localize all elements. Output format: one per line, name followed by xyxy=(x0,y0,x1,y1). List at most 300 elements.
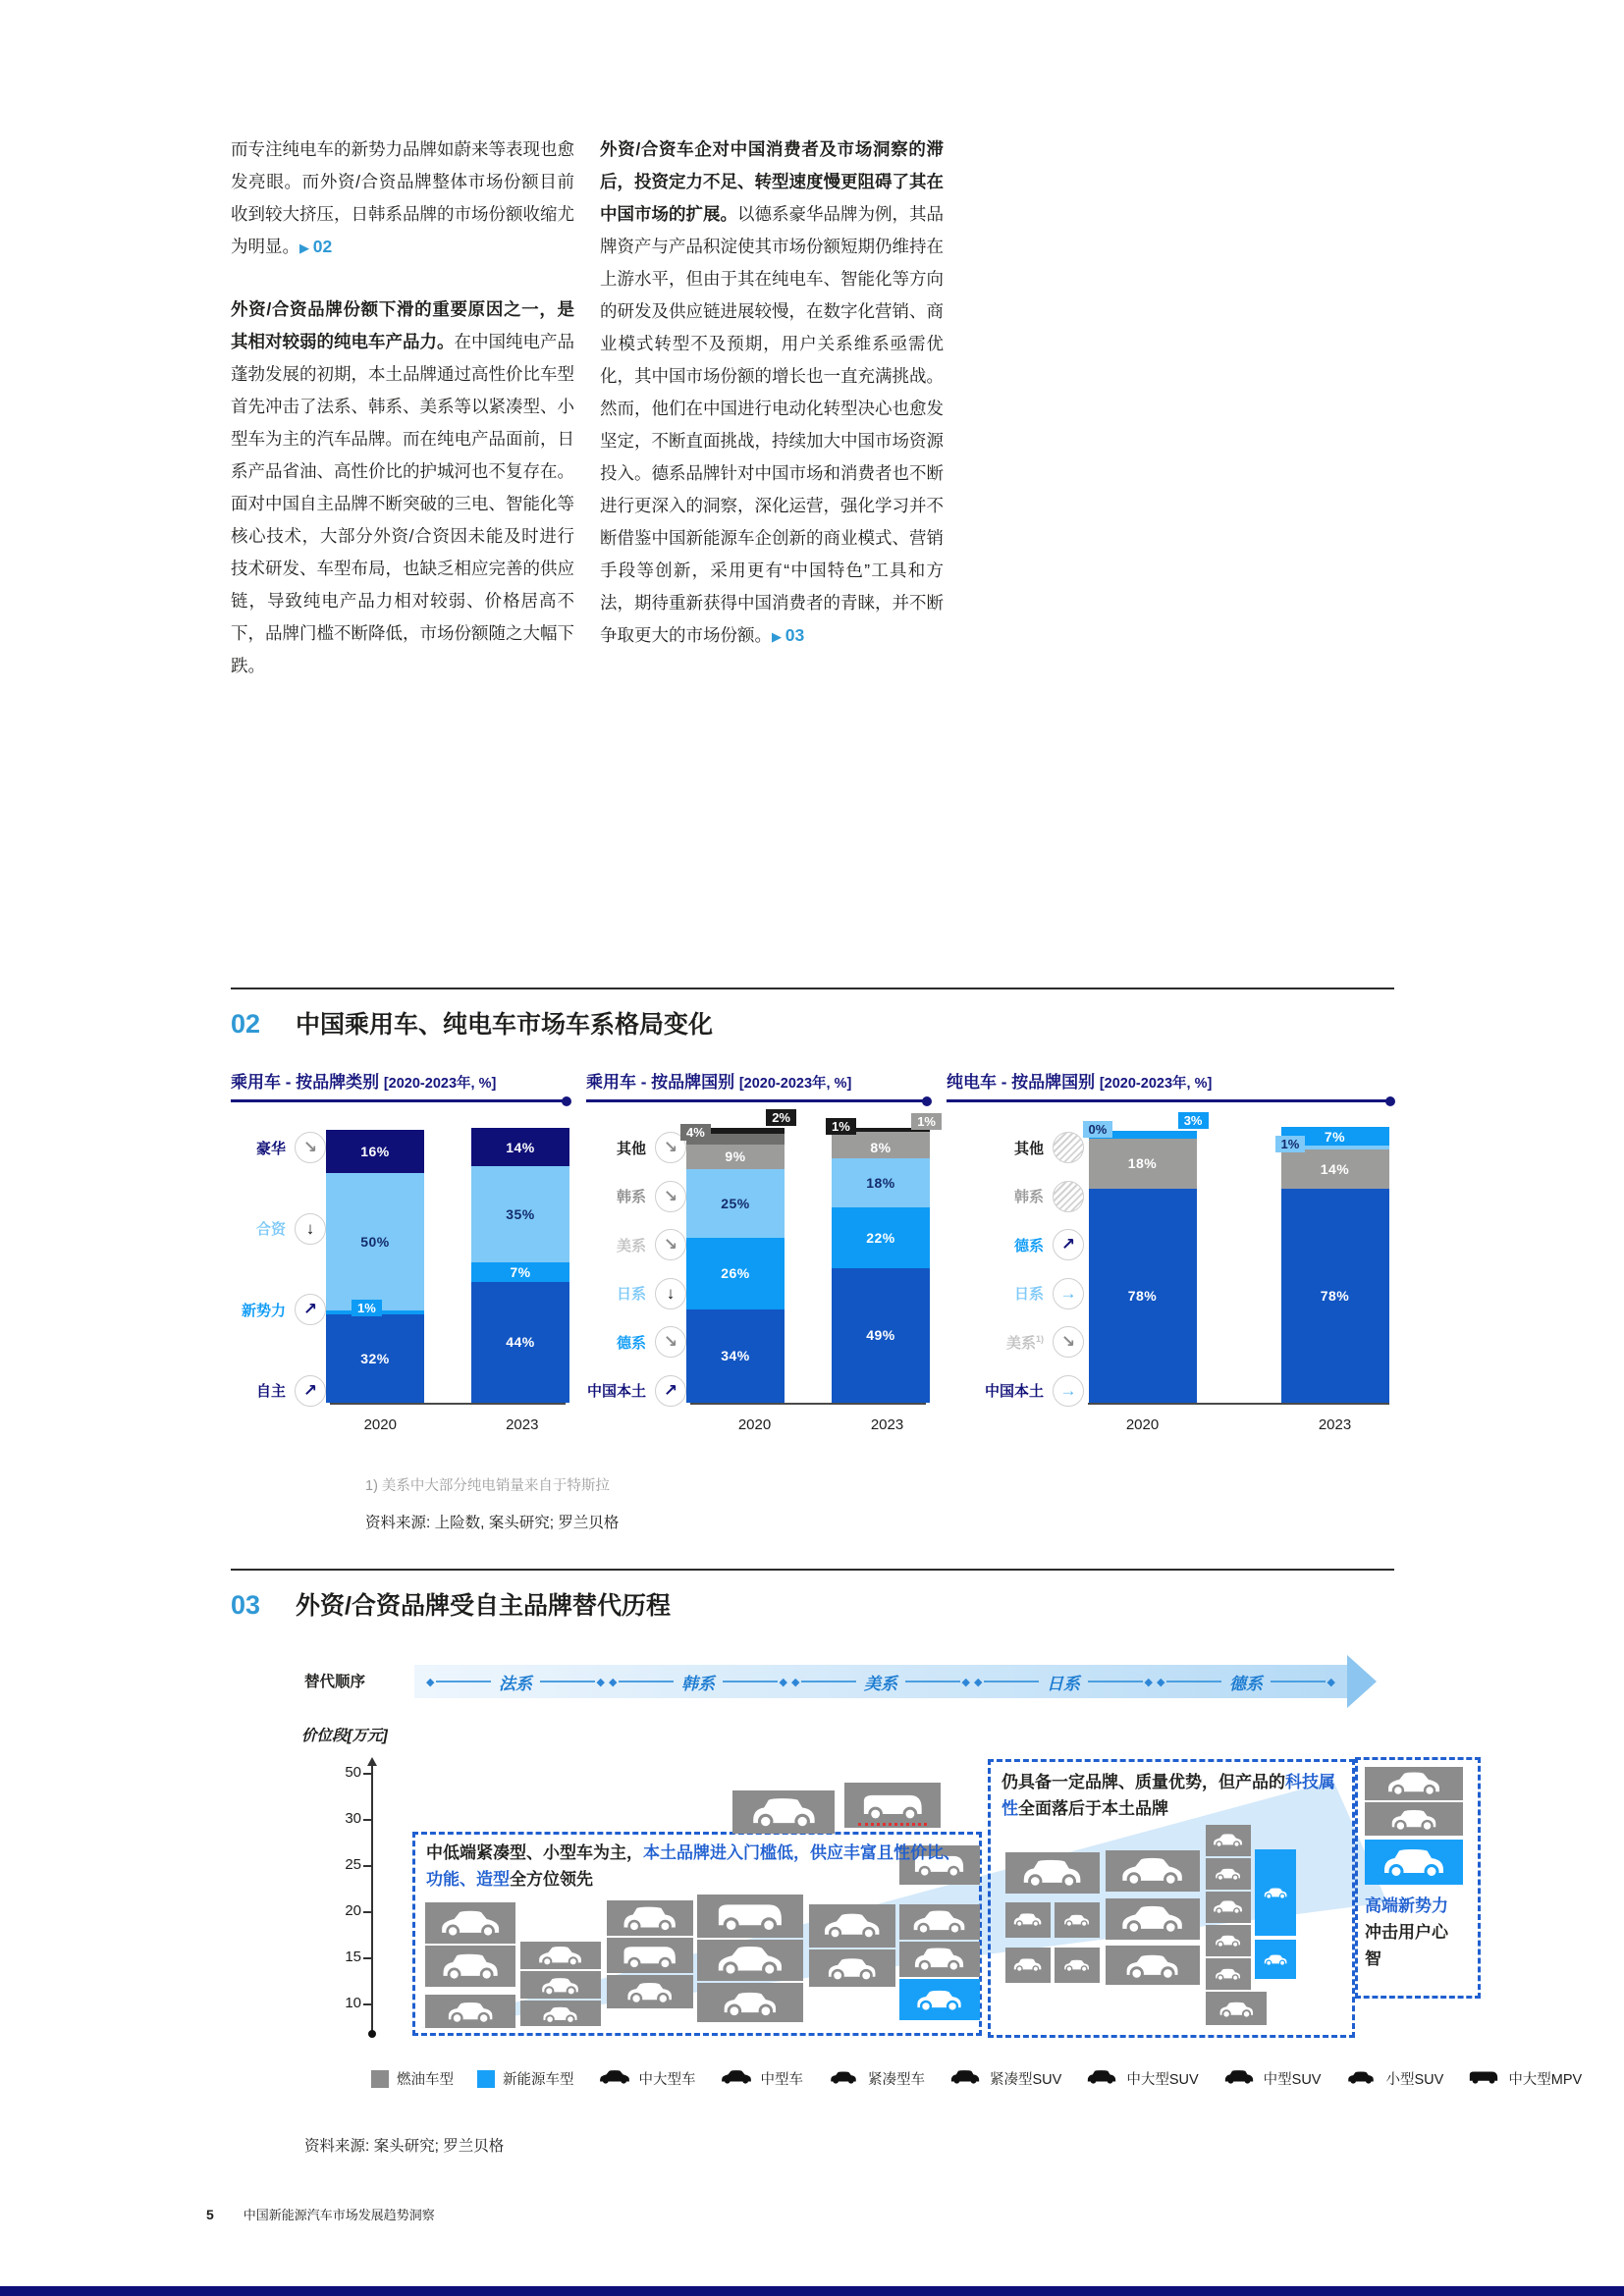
vehicle-sedan-icon xyxy=(1118,1855,1186,1887)
segment-value: 16% xyxy=(360,1144,390,1159)
trend-r-icon: → xyxy=(1053,1278,1084,1309)
vehicle-sedan-icon xyxy=(712,1944,788,1977)
segment-value: 32% xyxy=(360,1351,390,1367)
ice-model-tile xyxy=(1005,1902,1051,1938)
panel-body xyxy=(586,1110,936,1411)
trend-dr-icon: ↘ xyxy=(1053,1326,1084,1358)
vehicle-suv-icon xyxy=(619,1904,680,1933)
band-brand-label: 美系 xyxy=(864,1674,897,1693)
footer-title: 中国新能源汽车市场发展趋势洞察 xyxy=(243,2208,435,2222)
legend-label: 日系 xyxy=(1013,1286,1044,1304)
chart-panel-3 xyxy=(947,1068,1393,1433)
bar-segment xyxy=(1089,1189,1197,1403)
legend-item xyxy=(947,1229,1084,1260)
ice-model-tile xyxy=(425,1946,515,1987)
legend-label: 中大型MPV xyxy=(1508,2072,1583,2088)
legend-item xyxy=(947,1326,1084,1358)
legend-item xyxy=(586,1278,686,1309)
bar-segment xyxy=(686,1238,785,1309)
vehicle-suv-icon xyxy=(910,1946,968,1972)
vehicle-suv-icon xyxy=(1379,1846,1449,1879)
panel-title-text: 纯电车 - 按品牌国别 xyxy=(947,1073,1100,1092)
ice-model-tile xyxy=(809,1949,895,1987)
legend-item xyxy=(720,2068,804,2089)
legend-item xyxy=(947,1181,1084,1212)
vehicle-suv-icon xyxy=(1011,1957,1044,1972)
panel-legend xyxy=(586,1128,686,1411)
vehicle-car-icon xyxy=(1212,1933,1244,1948)
page-number: 5 xyxy=(206,2207,214,2222)
segment-value: 35% xyxy=(506,1206,535,1223)
panel-title xyxy=(586,1068,930,1102)
ice-model-tile xyxy=(1206,1825,1251,1856)
bar-segment xyxy=(832,1136,930,1157)
vehicle-suv-icon xyxy=(948,2068,982,2085)
band-line xyxy=(619,1681,674,1683)
bar-segment xyxy=(471,1262,569,1282)
panel-title xyxy=(231,1068,569,1102)
segment-value: 14% xyxy=(506,1139,535,1155)
vehicle-car-icon xyxy=(827,2068,860,2085)
legend-label: 美系$^{1)}$ xyxy=(1005,1333,1044,1352)
paragraph xyxy=(231,133,574,264)
panel-title-unit: [2020-2023年, %] xyxy=(383,1076,497,1092)
figure-ref-03: ▶ 03 xyxy=(772,625,804,645)
ice-model-tile xyxy=(425,1995,515,2028)
ev-model-tile xyxy=(1255,1849,1296,1936)
trend-ur-icon: ↗ xyxy=(655,1375,686,1407)
section-02-header xyxy=(231,1005,1394,1041)
vehicle-suv-icon xyxy=(747,1795,821,1829)
legend-label: 日系 xyxy=(616,1286,646,1304)
annotation-highlight: 本土品牌进入门槛低，供应丰富且性价比、功能、造型 xyxy=(426,1843,960,1889)
color-swatch xyxy=(371,2070,389,2088)
vehicle-suv-icon xyxy=(1085,2068,1118,2085)
ev-model-tile xyxy=(899,1979,980,2020)
trend-d-icon: ↓ xyxy=(295,1213,326,1245)
x-axis-labels xyxy=(947,1416,1393,1433)
panel-title-unit: [2020-2023年, %] xyxy=(1099,1076,1213,1092)
vehicle-car-icon xyxy=(1379,1805,1449,1832)
section-title: 外资/合资品牌受自主品牌替代历程 xyxy=(296,1592,671,1620)
segment-value: 18% xyxy=(866,1175,895,1192)
legend-item xyxy=(371,2068,454,2089)
bar-segment xyxy=(686,1309,785,1403)
ice-model-tile xyxy=(1206,1992,1267,2025)
band-brand-label: 日系 xyxy=(1047,1674,1080,1693)
color-swatch xyxy=(477,2070,495,2088)
vehicle-car-icon xyxy=(1060,1957,1093,1972)
legend-label: 其他 xyxy=(1013,1140,1044,1157)
ice-model-tile xyxy=(607,1975,693,2008)
vehicle-car-icon xyxy=(910,1986,968,2012)
figure-ref-02: ▶ 02 xyxy=(299,237,332,256)
segment-value: 34% xyxy=(721,1348,750,1364)
vehicle-van-icon xyxy=(1467,2068,1500,2085)
section-number: 02 xyxy=(231,1009,261,1039)
diamond-icon: ◆ xyxy=(426,1676,435,1688)
segment-value-chip: 1% xyxy=(352,1300,382,1316)
legend-label: 美系 xyxy=(616,1237,646,1255)
legend-item xyxy=(947,1132,1084,1163)
paragraph-lead: 外资/合资车企对中国消费者及市场洞察的滞后，投资定力不足、转型速度慢更阻碍了其在中国市场的扩展。 xyxy=(600,139,944,224)
stacked-bar-2023 xyxy=(471,1128,569,1403)
annotation-highlight: 科技属性 xyxy=(1001,1773,1335,1818)
segment-value-chip: 1% xyxy=(911,1113,942,1130)
segment-value-chip: 4% xyxy=(680,1124,711,1141)
segment-value-chip: 1% xyxy=(826,1118,856,1135)
annotation-highlight: 高端新势力 xyxy=(1365,1896,1448,1915)
legend-item xyxy=(948,2068,1061,2089)
legend-item xyxy=(231,1213,326,1245)
band-line xyxy=(1088,1681,1143,1683)
diamond-icon: ◆ xyxy=(961,1676,970,1688)
bar-segment xyxy=(1281,1189,1389,1403)
diamond-icon: ◆ xyxy=(1157,1676,1165,1688)
legend-label: 中国本土 xyxy=(984,1383,1044,1401)
legend-item xyxy=(231,1375,326,1407)
section-03 xyxy=(231,1569,1583,2156)
y-tick-mark xyxy=(363,1911,371,1913)
vehicle-car-icon xyxy=(619,1978,680,2004)
bars-plot xyxy=(1084,1112,1393,1403)
diamond-icon: ◆ xyxy=(1326,1676,1335,1688)
legend-label: 韩系 xyxy=(616,1189,646,1206)
segment-value: 26% xyxy=(721,1265,750,1282)
vehicle-van-icon xyxy=(619,1942,680,1970)
ev-model-tile xyxy=(1255,1940,1296,1979)
diamond-icon: ◆ xyxy=(791,1676,800,1688)
ice-model-tile xyxy=(520,2001,601,2026)
ice-model-tile xyxy=(1365,1767,1463,1800)
trend-ur-icon: ↗ xyxy=(1053,1229,1084,1260)
ice-model-tile xyxy=(1206,1925,1251,1956)
vehicle-car-icon xyxy=(1261,1886,1290,1899)
legend-label: 合资 xyxy=(255,1221,286,1239)
legend-label: 小型SUV xyxy=(1385,2072,1444,2088)
section-03-header xyxy=(231,1586,1394,1622)
bars xyxy=(326,1128,569,1403)
bar-segment xyxy=(686,1145,785,1169)
legend-item xyxy=(586,1375,686,1407)
ice-model-tile xyxy=(425,1902,515,1944)
ice-model-tile xyxy=(1206,1958,1251,1990)
trend-r-icon: → xyxy=(1053,1375,1084,1407)
segment-value: 18% xyxy=(1127,1155,1158,1172)
panel-legend xyxy=(231,1128,326,1411)
annotation-plain: 中低端紧凑型、小型车为主， xyxy=(426,1843,643,1862)
x-axis-label: 2020 xyxy=(363,1416,397,1433)
panel-legend xyxy=(947,1128,1084,1411)
vehicle-sedan-icon xyxy=(1212,1899,1244,1914)
bar-segment xyxy=(1281,1149,1389,1188)
chart-panel-1 xyxy=(231,1068,569,1433)
x-axis-labels xyxy=(586,1416,930,1433)
legend-item xyxy=(1085,2068,1198,2089)
bar-segment xyxy=(1089,1139,1197,1188)
panel-title-text: 乘用车 - 按品牌国别 xyxy=(586,1073,739,1092)
trend-ur-icon: ↗ xyxy=(295,1294,326,1325)
bar-segment xyxy=(686,1124,785,1145)
stacked-bar-2020 xyxy=(686,1110,790,1403)
legend-label: 中国本土 xyxy=(586,1383,646,1401)
y-tick-label: 15 xyxy=(345,1949,361,1965)
legend-label: 豪华 xyxy=(255,1140,286,1157)
annotation-text xyxy=(1001,1769,1335,1822)
band-brand-label: 德系 xyxy=(1229,1674,1263,1693)
annotation-plain: 全面落后于本土品牌 xyxy=(1018,1799,1168,1818)
band-line xyxy=(540,1681,595,1683)
stacked-bar-2023 xyxy=(1281,1127,1389,1403)
y-tick-label: 10 xyxy=(345,1995,361,2011)
ice-model-tile xyxy=(1055,1948,1100,1983)
y-axis-label: 价位段[万元] xyxy=(301,1728,388,1744)
legend-label: 新势力 xyxy=(241,1302,286,1319)
trend-dr-icon: ↘ xyxy=(295,1132,326,1163)
ice-model-tile xyxy=(1206,1858,1251,1890)
annotation-text xyxy=(1365,1893,1463,1972)
y-tick-label: 20 xyxy=(345,1902,361,1919)
vehicle-sedan-icon xyxy=(1118,1903,1186,1935)
y-tick-mark xyxy=(363,1957,371,1959)
vehicle-suv-icon xyxy=(1018,1857,1086,1889)
vehicle-car-icon xyxy=(1060,1912,1093,1927)
segment-value-chip: 2% xyxy=(766,1109,796,1126)
legend-label: 紧凑型车 xyxy=(868,2072,925,2088)
bar-segment xyxy=(471,1166,569,1262)
vehicle-suv-icon xyxy=(1222,2068,1256,2085)
legend-item xyxy=(586,1181,686,1212)
trend-dr-icon: ↘ xyxy=(655,1326,686,1358)
x-axis-label: 2020 xyxy=(1125,1416,1160,1433)
legend-item xyxy=(598,2068,696,2089)
footnote-marker: 1) xyxy=(1035,1333,1044,1344)
legend-item xyxy=(1222,2068,1322,2089)
legend-label: 自主 xyxy=(255,1383,286,1401)
panel-title xyxy=(947,1068,1393,1102)
chart-source: 资料来源: 案头研究; 罗兰贝格 xyxy=(304,2138,505,2155)
y-tick-mark xyxy=(363,1819,371,1821)
ice-model-tile xyxy=(607,1938,693,1973)
ice-model-tile xyxy=(1106,1850,1200,1892)
vehicle-van-icon xyxy=(712,1898,788,1933)
bars xyxy=(1084,1112,1393,1403)
trend-dr-icon: ↘ xyxy=(655,1229,686,1260)
band-line xyxy=(801,1681,856,1683)
legend-item xyxy=(586,1326,686,1358)
order-label: 替代顺序 xyxy=(304,1673,366,1690)
legend-label: 燃油车型 xyxy=(397,2072,454,2088)
panel-body xyxy=(947,1112,1393,1411)
y-tick-mark xyxy=(363,1773,371,1775)
annotation-plain: 仍具备一定品牌、质量优势，但产品的 xyxy=(1001,1773,1285,1791)
ice-model-tile xyxy=(1106,1898,1200,1940)
segment-value: 44% xyxy=(506,1334,535,1351)
ev-model-tile xyxy=(1365,1840,1463,1885)
bar-segment xyxy=(832,1158,930,1207)
vehicle-suv-icon xyxy=(438,1951,503,1981)
bar-segment xyxy=(832,1207,930,1268)
y-tick-mark xyxy=(363,2003,371,2005)
vehicle-sedan-icon xyxy=(598,2068,631,2085)
chart-footnote: 1) 美系中大部分纯电销量来自于特斯拉 xyxy=(365,1478,610,1494)
paragraph-text: 以德系豪华品牌为例，其品牌资产与产品积淀使其市场份额短期仍维持在上游水平，但由于其在纯电车、智能化等方向的研发及供应链进展较慢，在数字化营销、商业模式转型不及预期，用户关系维系亟需优化，其中国市场份额的增长也一直充满挑战。然而，他们在中国进行电动化转型决心也愈发坚定，不断直面挑战，持续加大中国市场资源投入。德系品牌针对中国市场和消费者也不断进行更深入的洞察，深化运营，强化学习并不断借鉴中国新能源车企创新的商业模式、营销手段等创新，采用更有“中国特色”工具和方法，期待重新获得中国消费者的青睐，并不断争取更大的市场份额。 xyxy=(600,204,944,645)
panel-title-text: 乘用车 - 按品牌类别 xyxy=(231,1073,384,1092)
vehicle-car-icon xyxy=(1261,1952,1290,1966)
vehicle-sedan-icon xyxy=(720,2068,753,2085)
section-02 xyxy=(231,988,1394,1532)
segment-value: 78% xyxy=(1127,1287,1158,1304)
paragraph-lead: 外资/合资品牌份额下滑的重要原因之一，是其相对较弱的纯电车产品力。 xyxy=(231,299,574,351)
body-text xyxy=(231,133,944,712)
vehicle-van-icon xyxy=(858,1789,928,1821)
legend-label: 德系 xyxy=(1013,1237,1044,1255)
price-segment-plot xyxy=(345,1755,1448,2035)
vehicle-car-icon xyxy=(1212,1866,1244,1881)
y-tick-label: 25 xyxy=(345,1856,361,1873)
bars-plot xyxy=(686,1110,936,1403)
legend-label: 其他 xyxy=(616,1140,646,1157)
legend-item xyxy=(586,1132,686,1163)
segment-value-chip: 3% xyxy=(1178,1112,1209,1129)
vehicle-car-icon xyxy=(438,1998,503,2024)
x-axis-label: 2023 xyxy=(506,1416,539,1433)
bar-chart-panels xyxy=(231,1068,1394,1433)
band-line xyxy=(1166,1681,1221,1683)
x-axis-label: 2023 xyxy=(870,1416,904,1433)
x-axis-labels xyxy=(231,1416,569,1433)
ice-model-tile xyxy=(732,1790,835,1834)
bar-segment xyxy=(686,1169,785,1238)
y-axis xyxy=(371,1761,373,2035)
trend-hatch-icon xyxy=(1053,1132,1084,1163)
vehicle-car-icon xyxy=(531,1974,589,1996)
segment-value: 78% xyxy=(1320,1287,1350,1304)
ice-model-tile xyxy=(697,1895,803,1938)
segment-value: 22% xyxy=(866,1230,895,1247)
x-axis-label: 2023 xyxy=(1318,1416,1352,1433)
ice-model-tile xyxy=(1005,1852,1100,1894)
vehicle-car-icon xyxy=(1212,1966,1244,1981)
brand-origin-arrow-band xyxy=(414,1665,1347,1698)
segment-value: 50% xyxy=(360,1234,390,1251)
vehicle-car-icon xyxy=(821,1953,883,1982)
ice-model-tile xyxy=(899,1904,980,1940)
legend-label: 德系 xyxy=(616,1334,646,1352)
legend-label: 中型车 xyxy=(760,2072,803,2088)
legend-label: 紧凑型SUV xyxy=(990,2072,1062,2088)
page-footer xyxy=(206,2205,435,2223)
ice-model-tile xyxy=(520,1942,601,1969)
segment-value: 49% xyxy=(866,1327,895,1344)
trend-ur-icon: ↗ xyxy=(295,1375,326,1407)
bar-segment xyxy=(471,1282,569,1403)
legend-item xyxy=(231,1294,326,1325)
diamond-icon: ◆ xyxy=(609,1676,618,1688)
band-line xyxy=(984,1681,1039,1683)
panel-body xyxy=(231,1128,569,1411)
vehicle-car-icon xyxy=(1215,1999,1259,2018)
panel-title-unit: [2020-2023年, %] xyxy=(738,1076,852,1092)
ice-model-tile xyxy=(1055,1902,1100,1938)
x-axis-label: 2020 xyxy=(737,1416,772,1433)
stacked-bar-2020 xyxy=(1088,1112,1203,1403)
ice-model-tile xyxy=(520,1971,601,1999)
vehicle-sedan-icon xyxy=(438,1908,503,1938)
annotation-text xyxy=(426,1840,964,1893)
bar-segment xyxy=(326,1173,424,1310)
paragraph xyxy=(600,133,944,653)
vehicle-car-icon xyxy=(1118,1949,1186,1981)
diamond-icon: ◆ xyxy=(974,1676,983,1688)
trend-hatch-icon xyxy=(1053,1181,1084,1212)
text-column-left xyxy=(231,133,574,712)
segment-value: 8% xyxy=(870,1139,892,1155)
y-tick-label: 30 xyxy=(345,1810,361,1827)
vehicle-suv-icon xyxy=(1011,1912,1044,1927)
text-column-right xyxy=(600,133,944,712)
ice-model-tile xyxy=(1206,1892,1251,1923)
vehicle-sedan-icon xyxy=(1379,1770,1449,1796)
diamond-icon: ◆ xyxy=(1144,1676,1153,1688)
y-tick-mark xyxy=(363,1865,371,1867)
band-brand-label: 韩系 xyxy=(681,1674,715,1693)
segment-value: 7% xyxy=(1324,1128,1346,1145)
bars xyxy=(686,1110,936,1403)
legend-label: 中型SUV xyxy=(1263,2072,1322,2088)
legend-item xyxy=(1467,2068,1582,2089)
segment-value-chip: 0% xyxy=(1083,1121,1113,1138)
legend-item xyxy=(947,1278,1084,1309)
ice-model-tile xyxy=(844,1783,941,1828)
bar-segment xyxy=(326,1314,424,1403)
stacked-bar-2023 xyxy=(832,1114,936,1403)
ice-model-tile xyxy=(1106,1946,1200,1985)
y-tick-label: 50 xyxy=(345,1764,361,1781)
ice-model-tile xyxy=(697,1940,803,1981)
legend-label: 中大型SUV xyxy=(1126,2072,1199,2088)
band-line xyxy=(723,1681,778,1683)
paragraph-text: 而专注纯电车的新势力品牌如蔚来等表现也愈发亮眼。而外资/合资品牌整体市场份额目前收到较大挤压，日韩系品牌的市场份额收缩尤为明显。 xyxy=(231,139,574,256)
vehicle-car-icon xyxy=(1344,2068,1378,2085)
diamond-icon: ◆ xyxy=(596,1676,605,1688)
trend-d-icon: ↓ xyxy=(655,1278,686,1309)
legend-item xyxy=(1344,2068,1443,2089)
band-line xyxy=(436,1681,491,1683)
legend-item xyxy=(477,2068,574,2089)
bar-segment xyxy=(326,1130,424,1174)
bars-plot xyxy=(326,1128,569,1403)
ice-model-tile xyxy=(1365,1802,1463,1836)
segment-value: 9% xyxy=(725,1148,746,1165)
band-line xyxy=(1271,1681,1326,1683)
paragraph-text: 在中国纯电产品蓬勃发展的初期，本土品牌通过高性价比车型首先冲击了法系、韩系、美系等以紧凑型、小型车为主的汽车品牌。而在纯电产品面前，日系产品省油、高性价比的护城河也不复存在。面对中国自主品牌不断突破的三电、智能化等核心技术，大部分外资/合资因未能及时进行技术研发、车型布局，也缺乏相应完善的供应链，导致纯电产品力相对较弱、价格居高不下，品牌门槛不断降低，市场份额随之大幅下跌。 xyxy=(231,332,574,675)
vehicle-type-legend xyxy=(371,2068,1583,2089)
red-dotted-underline xyxy=(858,1823,928,1826)
paragraph xyxy=(231,294,574,682)
bottom-accent-bar xyxy=(0,2286,1624,2296)
chart-panel-2 xyxy=(586,1068,936,1433)
legend-label: 新能源车型 xyxy=(503,2072,574,2088)
trend-dr-icon: ↘ xyxy=(655,1181,686,1212)
legend-label: 中大型车 xyxy=(638,2072,696,2088)
annotation-plain: 全方位领先 xyxy=(510,1870,593,1889)
segment-value: 25% xyxy=(721,1196,750,1212)
vehicle-sedan-icon xyxy=(910,1908,968,1935)
ice-model-tile xyxy=(1005,1948,1051,1983)
annotation-plain: 冲击用户心智 xyxy=(1365,1923,1448,1968)
substitution-order-band xyxy=(231,1665,1394,1698)
